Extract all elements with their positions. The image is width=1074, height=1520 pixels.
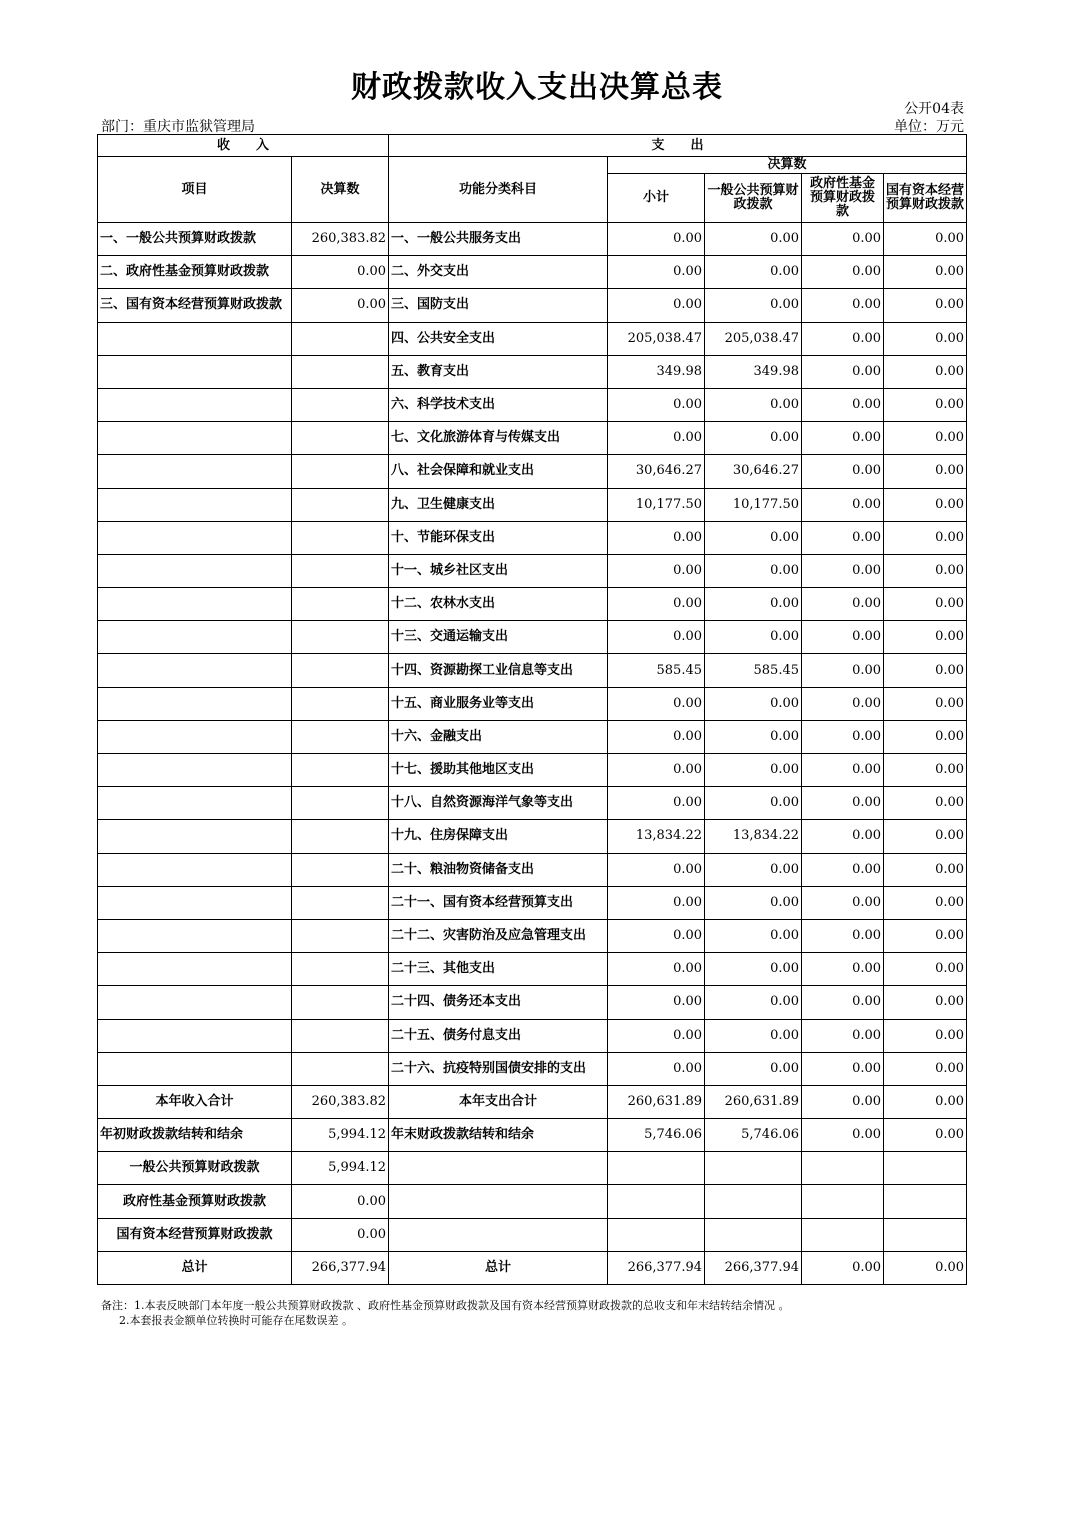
expense-fund: 0.00 <box>802 621 884 654</box>
expense-subtotal: 266,377.94 <box>608 1251 705 1284</box>
expense-subtotal: 0.00 <box>608 621 705 654</box>
expense-subtotal: 0.00 <box>608 787 705 820</box>
expense-subtotal: 5,746.06 <box>608 1119 705 1152</box>
expense-subtotal: 0.00 <box>608 223 705 256</box>
expense-soe: 0.00 <box>884 1119 967 1152</box>
expense-general: 0.00 <box>705 853 802 886</box>
expense-subtotal: 0.00 <box>608 853 705 886</box>
income-amount: 0.00 <box>292 256 389 289</box>
expense-fund: 0.00 <box>802 388 884 421</box>
empty-cell <box>802 1152 884 1185</box>
expense-label: 二十二、灾害防治及应急管理支出 <box>389 919 608 952</box>
income-label <box>98 355 292 388</box>
income-amount <box>292 588 389 621</box>
income-amount <box>292 986 389 1019</box>
expense-general: 0.00 <box>705 919 802 952</box>
expense-subtotal: 0.00 <box>608 521 705 554</box>
expense-subtotal: 10,177.50 <box>608 488 705 521</box>
empty-cell <box>705 1152 802 1185</box>
expense-soe: 0.00 <box>884 256 967 289</box>
expense-fund: 0.00 <box>802 654 884 687</box>
expense-general: 0.00 <box>705 289 802 322</box>
income-label <box>98 554 292 587</box>
begin-general-amount: 5,994.12 <box>292 1152 389 1185</box>
note-line-2: 2.本套报表金额单位转换时可能存在尾数误差 。 <box>119 1314 353 1327</box>
income-label: 二、政府性基金预算财政拨款 <box>98 256 292 289</box>
table-row <box>98 720 967 753</box>
begin-fund-amount: 0.00 <box>292 1185 389 1218</box>
table-row <box>98 588 967 621</box>
expense-subtotal: 0.00 <box>608 953 705 986</box>
expense-label: 十五、商业服务业等支出 <box>389 687 608 720</box>
expense-label: 十一、城乡社区支出 <box>389 554 608 587</box>
expense-label: 十、节能环保支出 <box>389 521 608 554</box>
expense-fund: 0.00 <box>802 853 884 886</box>
income-label <box>98 322 292 355</box>
table-row <box>98 853 967 886</box>
income-amount <box>292 953 389 986</box>
table-row <box>98 289 967 322</box>
income-label <box>98 588 292 621</box>
table-row <box>98 687 967 720</box>
expense-general: 0.00 <box>705 588 802 621</box>
income-amount <box>292 853 389 886</box>
expense-general: 0.00 <box>705 521 802 554</box>
table-row <box>98 223 967 256</box>
expense-fund: 0.00 <box>802 422 884 455</box>
table-row <box>98 1119 967 1152</box>
income-label <box>98 853 292 886</box>
expense-label: 十二、农林水支出 <box>389 588 608 621</box>
expense-label: 二十五、债务付息支出 <box>389 1019 608 1052</box>
income-label <box>98 1019 292 1052</box>
expense-label: 二十、粮油物资储备支出 <box>389 853 608 886</box>
income-label <box>98 654 292 687</box>
income-amount <box>292 388 389 421</box>
expense-fund: 0.00 <box>802 1085 884 1118</box>
expense-soe: 0.00 <box>884 223 967 256</box>
table-row <box>98 488 967 521</box>
income-label <box>98 919 292 952</box>
empty-cell <box>389 1185 608 1218</box>
expense-general: 0.00 <box>705 720 802 753</box>
expense-fund: 0.00 <box>802 754 884 787</box>
table-row <box>98 787 967 820</box>
expense-subtotal: 0.00 <box>608 720 705 753</box>
table-row <box>98 355 967 388</box>
page-title: 财政拨款收入支出决算总表 <box>351 70 723 105</box>
unit-label: 单位：万元 <box>894 119 964 135</box>
expense-label: 二十六、抗疫特别国债安排的支出 <box>389 1052 608 1085</box>
expense-soe: 0.00 <box>884 455 967 488</box>
expense-subtotal: 0.00 <box>608 986 705 1019</box>
general-header: 一般公共预算财政拨款 <box>705 174 802 223</box>
expense-subtotal: 0.00 <box>608 919 705 952</box>
expense-label: 十八、自然资源海洋气象等支出 <box>389 787 608 820</box>
final-header: 决算数 <box>608 157 967 174</box>
expense-general: 266,377.94 <box>705 1251 802 1284</box>
income-amount <box>292 554 389 587</box>
expense-general: 0.00 <box>705 554 802 587</box>
empty-cell <box>884 1218 967 1251</box>
expense-label: 九、卫生健康支出 <box>389 488 608 521</box>
table-row <box>98 1052 967 1085</box>
expense-general: 0.00 <box>705 687 802 720</box>
begin-soe-label: 国有资本经营预算财政拨款 <box>98 1218 292 1251</box>
expense-fund: 0.00 <box>802 787 884 820</box>
expense-general: 0.00 <box>705 886 802 919</box>
expense-label: 十三、交通运输支出 <box>389 621 608 654</box>
expense-fund: 0.00 <box>802 455 884 488</box>
expense-general: 0.00 <box>705 1052 802 1085</box>
income-label: 三、国有资本经营预算财政拨款 <box>98 289 292 322</box>
expense-general: 349.98 <box>705 355 802 388</box>
expense-soe: 0.00 <box>884 886 967 919</box>
begin-fund-label: 政府性基金预算财政拨款 <box>98 1185 292 1218</box>
form-number: 公开04表 <box>904 101 964 117</box>
expense-soe: 0.00 <box>884 919 967 952</box>
table-row <box>98 256 967 289</box>
table-row <box>98 953 967 986</box>
income-amount <box>292 654 389 687</box>
table-row <box>98 621 967 654</box>
expense-label: 二、外交支出 <box>389 256 608 289</box>
empty-cell <box>884 1152 967 1185</box>
table-row <box>98 1218 967 1251</box>
empty-cell <box>389 1152 608 1185</box>
income-amount: 0.00 <box>292 289 389 322</box>
expense-subtotal: 0.00 <box>608 388 705 421</box>
income-amount <box>292 521 389 554</box>
expense-label: 二十三、其他支出 <box>389 953 608 986</box>
expense-soe: 0.00 <box>884 820 967 853</box>
expense-label: 十七、援助其他地区支出 <box>389 754 608 787</box>
table-row <box>98 754 967 787</box>
expense-label: 十六、金融支出 <box>389 720 608 753</box>
year-income-label: 本年收入合计 <box>98 1085 292 1118</box>
income-amount <box>292 488 389 521</box>
expense-label: 四、公共安全支出 <box>389 322 608 355</box>
expense-soe: 0.00 <box>884 720 967 753</box>
income-amount <box>292 919 389 952</box>
table-row <box>98 986 967 1019</box>
expense-label: 八、社会保障和就业支出 <box>389 455 608 488</box>
expense-soe: 0.00 <box>884 1251 967 1284</box>
income-label <box>98 820 292 853</box>
grand-total-income: 266,377.94 <box>292 1251 389 1284</box>
expense-general: 0.00 <box>705 953 802 986</box>
note-line-1: 备注：1.本表反映部门本年度一般公共预算财政拨款 、政府性基金预算财政拨款及国有资本经营预算财政拨款的总收支和年末结转结余情况 。 <box>101 1299 790 1312</box>
income-amount <box>292 322 389 355</box>
expense-subtotal: 0.00 <box>608 1019 705 1052</box>
expense-general: 0.00 <box>705 256 802 289</box>
expense-label: 六、科学技术支出 <box>389 388 608 421</box>
expense-soe: 0.00 <box>884 787 967 820</box>
expense-soe: 0.00 <box>884 1019 967 1052</box>
income-amount <box>292 687 389 720</box>
expense-fund: 0.00 <box>802 289 884 322</box>
expense-subtotal: 0.00 <box>608 554 705 587</box>
begin-soe-amount: 0.00 <box>292 1218 389 1251</box>
income-label <box>98 687 292 720</box>
expense-subtotal: 205,038.47 <box>608 322 705 355</box>
expense-fund: 0.00 <box>802 919 884 952</box>
expense-subtotal: 0.00 <box>608 588 705 621</box>
income-label <box>98 720 292 753</box>
expense-header: 支 出 <box>389 135 967 157</box>
expense-soe: 0.00 <box>884 853 967 886</box>
expense-subtotal: 349.98 <box>608 355 705 388</box>
income-label <box>98 886 292 919</box>
income-amount <box>292 787 389 820</box>
category-header: 功能分类科目 <box>389 157 608 223</box>
begin-balance-label: 年初财政拨款结转和结余 <box>98 1119 292 1152</box>
expense-label: 一、一般公共服务支出 <box>389 223 608 256</box>
expense-general: 13,834.22 <box>705 820 802 853</box>
empty-cell <box>802 1218 884 1251</box>
income-amount <box>292 820 389 853</box>
year-expense-label: 本年支出合计 <box>389 1085 608 1118</box>
income-label <box>98 455 292 488</box>
department-label: 部门：重庆市监狱管理局 <box>101 119 255 135</box>
expense-subtotal: 0.00 <box>608 422 705 455</box>
expense-general: 0.00 <box>705 986 802 1019</box>
expense-soe: 0.00 <box>884 322 967 355</box>
expense-fund: 0.00 <box>802 322 884 355</box>
empty-cell <box>608 1218 705 1251</box>
empty-cell <box>705 1218 802 1251</box>
expense-subtotal: 0.00 <box>608 687 705 720</box>
expense-fund: 0.00 <box>802 355 884 388</box>
table-row <box>98 820 967 853</box>
expense-fund: 0.00 <box>802 820 884 853</box>
year-income-amount: 260,383.82 <box>292 1085 389 1118</box>
expense-label: 十九、住房保障支出 <box>389 820 608 853</box>
table-row <box>98 654 967 687</box>
expense-soe: 0.00 <box>884 654 967 687</box>
expense-general: 0.00 <box>705 787 802 820</box>
empty-cell <box>884 1185 967 1218</box>
expense-general: 10,177.50 <box>705 488 802 521</box>
income-amount <box>292 1019 389 1052</box>
begin-general-label: 一般公共预算财政拨款 <box>98 1152 292 1185</box>
expense-soe: 0.00 <box>884 1085 967 1118</box>
income-header: 收 入 <box>98 135 389 157</box>
income-amount <box>292 886 389 919</box>
table-row <box>98 1185 967 1218</box>
expense-general: 0.00 <box>705 621 802 654</box>
subtotal-header: 小计 <box>608 174 705 223</box>
expense-subtotal: 585.45 <box>608 654 705 687</box>
income-label <box>98 754 292 787</box>
expense-fund: 0.00 <box>802 1119 884 1152</box>
empty-cell <box>608 1152 705 1185</box>
expense-fund: 0.00 <box>802 554 884 587</box>
expense-fund: 0.00 <box>802 953 884 986</box>
income-amount <box>292 754 389 787</box>
income-label <box>98 388 292 421</box>
income-label: 一、一般公共预算财政拨款 <box>98 223 292 256</box>
income-label <box>98 521 292 554</box>
expense-fund: 0.00 <box>802 886 884 919</box>
expense-general: 0.00 <box>705 223 802 256</box>
expense-soe: 0.00 <box>884 388 967 421</box>
expense-subtotal: 260,631.89 <box>608 1085 705 1118</box>
expense-soe: 0.00 <box>884 588 967 621</box>
income-label <box>98 986 292 1019</box>
expense-fund: 0.00 <box>802 986 884 1019</box>
income-amount <box>292 1052 389 1085</box>
expense-label: 五、教育支出 <box>389 355 608 388</box>
expense-general: 0.00 <box>705 388 802 421</box>
grand-total-expense-label: 总计 <box>389 1251 608 1284</box>
table-row <box>98 554 967 587</box>
income-amount <box>292 355 389 388</box>
table-row <box>98 1019 967 1052</box>
expense-subtotal: 30,646.27 <box>608 455 705 488</box>
expense-general: 0.00 <box>705 1019 802 1052</box>
expense-soe: 0.00 <box>884 986 967 1019</box>
expense-general: 0.00 <box>705 754 802 787</box>
fund-header: 政府性基金预算财政拨款 <box>802 174 884 223</box>
income-amount <box>292 621 389 654</box>
expense-soe: 0.00 <box>884 687 967 720</box>
expense-soe: 0.00 <box>884 289 967 322</box>
expense-soe: 0.00 <box>884 953 967 986</box>
soe-header: 国有资本经营预算财政拨款 <box>884 174 967 223</box>
income-amount <box>292 455 389 488</box>
expense-fund: 0.00 <box>802 1052 884 1085</box>
expense-general: 260,631.89 <box>705 1085 802 1118</box>
expense-fund: 0.00 <box>802 1251 884 1284</box>
table-row <box>98 455 967 488</box>
income-label <box>98 787 292 820</box>
table-row <box>98 521 967 554</box>
expense-fund: 0.00 <box>802 256 884 289</box>
expense-soe: 0.00 <box>884 488 967 521</box>
table-row <box>98 919 967 952</box>
table-row <box>98 1152 967 1185</box>
expense-subtotal: 0.00 <box>608 886 705 919</box>
expense-soe: 0.00 <box>884 1052 967 1085</box>
expense-label: 三、国防支出 <box>389 289 608 322</box>
income-amount <box>292 422 389 455</box>
table-row <box>98 322 967 355</box>
empty-cell <box>608 1185 705 1218</box>
empty-cell <box>705 1185 802 1218</box>
expense-fund: 0.00 <box>802 687 884 720</box>
expense-soe: 0.00 <box>884 554 967 587</box>
table-row <box>98 1085 967 1118</box>
expense-fund: 0.00 <box>802 488 884 521</box>
expense-soe: 0.00 <box>884 355 967 388</box>
expense-fund: 0.00 <box>802 1019 884 1052</box>
expense-soe: 0.00 <box>884 422 967 455</box>
amount-header: 决算数 <box>292 157 389 223</box>
expense-fund: 0.00 <box>802 521 884 554</box>
expense-general: 205,038.47 <box>705 322 802 355</box>
empty-cell <box>389 1218 608 1251</box>
table-row <box>98 422 967 455</box>
expense-label: 二十一、国有资本经营预算支出 <box>389 886 608 919</box>
expense-fund: 0.00 <box>802 588 884 621</box>
expense-general: 5,746.06 <box>705 1119 802 1152</box>
income-amount <box>292 720 389 753</box>
expense-subtotal: 13,834.22 <box>608 820 705 853</box>
expense-subtotal: 0.00 <box>608 754 705 787</box>
budget-table <box>97 134 967 1285</box>
expense-fund: 0.00 <box>802 720 884 753</box>
empty-cell <box>802 1185 884 1218</box>
expense-soe: 0.00 <box>884 621 967 654</box>
item-header: 项目 <box>98 157 292 223</box>
expense-general: 585.45 <box>705 654 802 687</box>
expense-fund: 0.00 <box>802 223 884 256</box>
expense-soe: 0.00 <box>884 521 967 554</box>
begin-balance-amount: 5,994.12 <box>292 1119 389 1152</box>
table-row <box>98 886 967 919</box>
income-label <box>98 621 292 654</box>
table-row <box>98 1251 967 1284</box>
end-balance-label: 年末财政拨款结转和结余 <box>389 1119 608 1152</box>
income-label <box>98 488 292 521</box>
expense-label: 十四、资源勘探工业信息等支出 <box>389 654 608 687</box>
expense-subtotal: 0.00 <box>608 1052 705 1085</box>
expense-soe: 0.00 <box>884 754 967 787</box>
grand-total-income-label: 总计 <box>98 1251 292 1284</box>
income-amount: 260,383.82 <box>292 223 389 256</box>
expense-general: 0.00 <box>705 422 802 455</box>
table-row <box>98 388 967 421</box>
income-label <box>98 953 292 986</box>
expense-label: 二十四、债务还本支出 <box>389 986 608 1019</box>
expense-general: 30,646.27 <box>705 455 802 488</box>
expense-label: 七、文化旅游体育与传媒支出 <box>389 422 608 455</box>
income-label <box>98 422 292 455</box>
expense-subtotal: 0.00 <box>608 289 705 322</box>
expense-subtotal: 0.00 <box>608 256 705 289</box>
income-label <box>98 1052 292 1085</box>
